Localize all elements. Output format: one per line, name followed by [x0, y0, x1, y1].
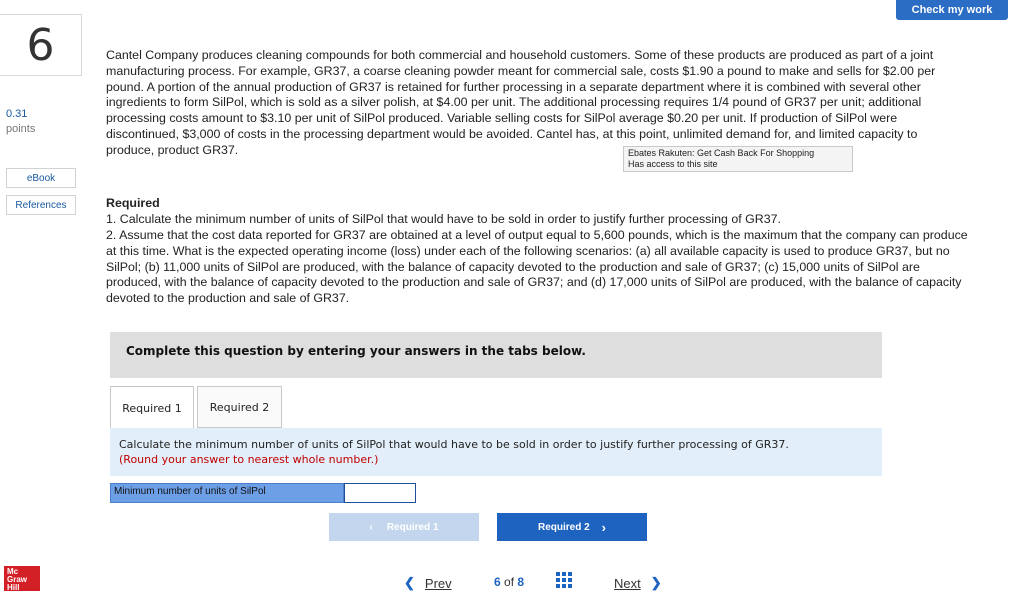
- points-label: points: [6, 123, 36, 135]
- question-grid-icon[interactable]: [556, 572, 573, 589]
- chevron-left-icon: ❮: [404, 575, 415, 590]
- chevron-left-icon: ‹: [369, 521, 373, 533]
- prev-label: Prev: [424, 575, 452, 591]
- tooltip-line-2: Has access to this site: [628, 159, 718, 169]
- rounding-note: (Round your answer to nearest whole number.): [119, 453, 379, 466]
- required-1-text: 1. Calculate the minimum number of units of SilPol that would have to be sold in order to justify further processing of GR37.: [106, 212, 781, 226]
- logo-line-1: Mc: [7, 567, 19, 576]
- required-2-text: 2. Assume that the cost data reported for GR37 are obtained at a level of output equal to 5,600 pounds, which is the maximum that the company can produce at this time. What is the expected operating income (loss) under each of the following scenarios: (a) all available capacity is used to produce GR37, but no SilPol; (b) 11,000 units of SilPol are produced, with the balance of capacity devoted to the production and sale of GR37; (c) 15,000 units of SilPol are produced, with the balance of capacity devoted to the production and sale of GR37; and (d) 17,000 units of SilPol are produced, with the balance of capacity devoted to the production and sale of GR37.: [106, 228, 968, 306]
- answer-input[interactable]: [344, 483, 416, 503]
- question-text: Cantel Company produces cleaning compounds for both commercial and household customers. Some of these products are produced as part of a joint manufacturing process. For example, GR37, a coarse cleaning powder meant for commercial sale, costs $1.90 a pound to make and sells for $2.00 per pound. A portion of the annual production of GR37 is retained for further processing in a separate department where it is combined with several other ingredients to form SilPol, which is sold as a silver polish, at $4.00 per unit. The additional processing requires 1/4 pound of GR37 per unit; additional processing costs amount to $3.10 per unit of SilPol produced. Variable selling costs for SilPol average $0.20 per unit. If production of SilPol were discontinued, $3,000 of costs in the processing department would be avoided. Cantel has, at this point, unlimited demand for, and limited capacity to produce, product GR37.: [106, 48, 936, 157]
- required-heading: Required: [106, 196, 160, 210]
- logo-line-2: Graw: [7, 575, 28, 584]
- instruction-panel: [110, 428, 882, 476]
- mcgraw-hill-logo: [4, 566, 40, 591]
- page-of: of: [504, 575, 515, 589]
- next-requirement-label: Required 2: [537, 521, 590, 533]
- extension-tooltip: [623, 146, 853, 172]
- page-current: 6: [494, 575, 501, 589]
- next-question-link[interactable]: [614, 575, 662, 591]
- question-number: 6: [0, 14, 82, 76]
- previous-requirement-button: [329, 513, 479, 541]
- next-label: Next: [614, 575, 641, 591]
- check-my-work-button[interactable]: Check my work: [896, 0, 1008, 20]
- chevron-right-icon: ❯: [650, 575, 662, 590]
- previous-requirement-label: Required 1: [386, 521, 439, 533]
- answer-label: Minimum number of units of SilPol: [110, 483, 344, 503]
- complete-question-banner: Complete this question by entering your answers in the tabs below.: [110, 332, 882, 378]
- points-value: 0.31: [6, 108, 28, 120]
- tooltip-line-1: Ebates Rakuten: Get Cash Back For Shopping: [628, 148, 815, 158]
- logo-line-3: Hill: [7, 583, 20, 592]
- next-requirement-button[interactable]: [497, 513, 647, 541]
- prev-question-link[interactable]: [404, 575, 452, 591]
- references-button[interactable]: References: [6, 195, 76, 215]
- tab-required-1[interactable]: Required 1: [110, 386, 194, 429]
- tab-required-2[interactable]: Required 2: [197, 386, 282, 428]
- ebook-button[interactable]: eBook: [6, 168, 76, 188]
- chevron-right-icon: ›: [601, 519, 607, 535]
- page-total: 8: [517, 575, 525, 589]
- page-indicator: [494, 575, 524, 589]
- instruction-text: Calculate the minimum number of units of SilPol that would have to be sold in order to justify further processing of GR37.: [119, 438, 789, 451]
